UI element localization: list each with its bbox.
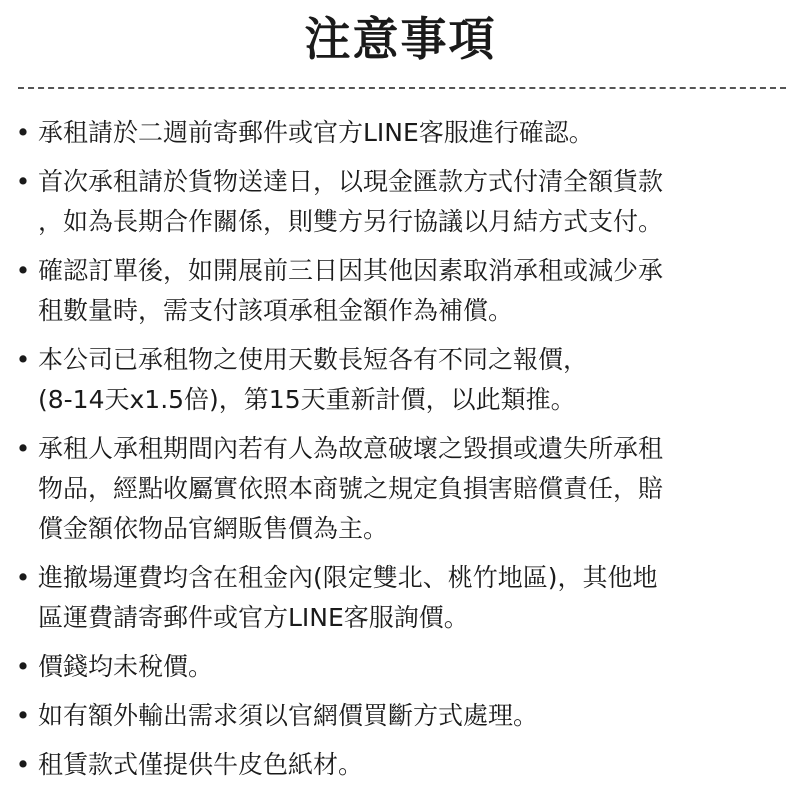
notice-item-text: 如有額外輸出需求須以官網價買斷方式處理。 [38, 701, 539, 730]
bullet-icon: • [15, 701, 31, 730]
bullet-icon: • [15, 652, 31, 681]
notice-item-text: ，如為長期合作關係，則雙方另行協議以月結方式支付。 [38, 207, 664, 236]
bullet-icon: • [15, 750, 31, 779]
bullet-icon: • [15, 167, 31, 196]
notice-title: 注意事項 [304, 12, 497, 66]
notice-item [0, 429, 801, 549]
notice-item-text: (8-14天x1.5倍)，第15天重新計價，以此類推。 [38, 385, 576, 414]
notice-item-text: 首次承租請於貨物送達日，以現金匯款方式付清全額貨款 [38, 167, 664, 196]
notice-item-text: 償金額依物品官網販售價為主。 [38, 514, 389, 543]
notice-item-text: 價錢均未稅價。 [38, 652, 214, 681]
notice-item-text: 確認訂單後，如開展前三日因其他因素取消承租或減少承 [38, 256, 664, 285]
notice-item [0, 647, 801, 687]
notice-item-text: 承租請於二週前寄郵件或官方LINE客服進行確認。 [38, 118, 594, 147]
dashed-divider [18, 87, 786, 89]
notice-item-text: 承租人承租期間內若有人為故意破壞之毀損或遺失所承租 [38, 434, 664, 463]
bullet-icon: • [15, 345, 31, 374]
bullet-icon: • [15, 434, 31, 463]
bullet-icon: • [15, 256, 31, 285]
notice-list [0, 113, 801, 794]
notice-item [0, 113, 801, 153]
bullet-icon: • [15, 563, 31, 592]
bullet-icon: • [15, 118, 31, 147]
notice-item-text: 區運費請寄郵件或官方LINE客服詢價。 [38, 603, 469, 632]
notice-item [0, 251, 801, 331]
notice-item [0, 696, 801, 736]
notice-item-text: 租數量時，需支付該項承租金額作為補償。 [38, 296, 514, 325]
notice-item [0, 162, 801, 242]
notice-item-text: 本公司已承租物之使用天數長短各有不同之報價， [38, 345, 589, 374]
notice-item-text: 進撤場運費均含在租金內(限定雙北、桃竹地區)，其他地 [38, 563, 658, 592]
notice-item [0, 558, 801, 638]
notice-item [0, 340, 801, 420]
notice-item [0, 745, 801, 785]
notice-item-text: 物品，經點收屬實依照本商號之規定負損害賠償責任，賠 [38, 474, 664, 503]
notice-item-text: 租賃款式僅提供牛皮色紙材。 [38, 750, 364, 779]
